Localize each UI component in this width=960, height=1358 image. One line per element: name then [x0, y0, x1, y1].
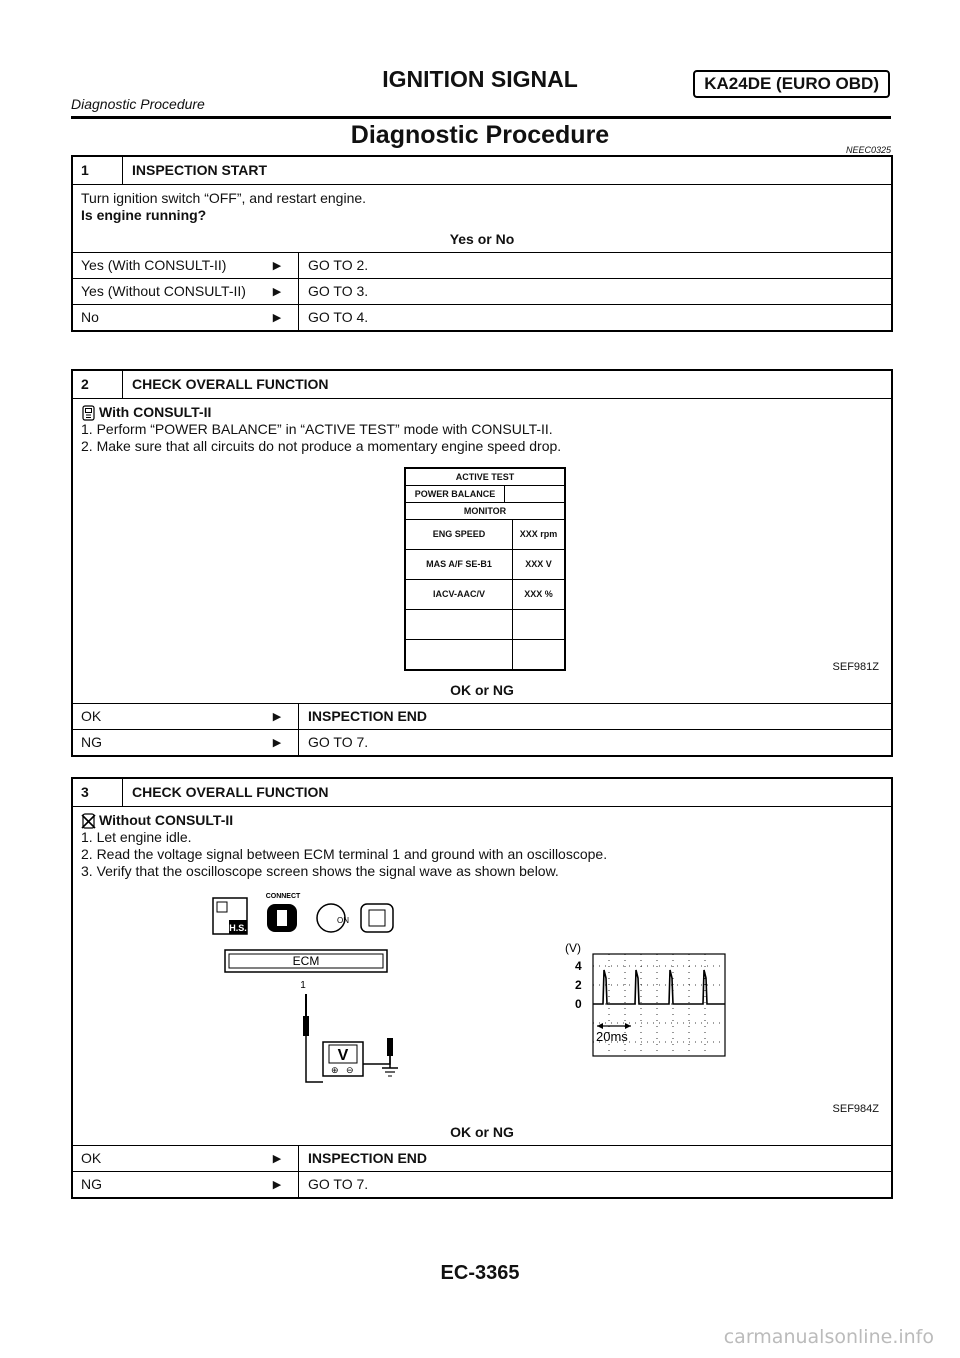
arrow-right-icon: ▶ [256, 730, 299, 755]
result-row [73, 278, 891, 304]
result-condition: Yes (With CONSULT-II) [81, 257, 227, 273]
consult-tool-icon [81, 405, 96, 421]
page-code: EC-3365 [440, 1262, 520, 1284]
scope-unit: (V) [565, 941, 581, 955]
scope-tick: 2 [575, 978, 582, 992]
mode-line [81, 812, 883, 829]
step-number: 2 [73, 371, 123, 398]
ignition-on-icon [317, 904, 349, 932]
result-action: GO TO 4. [308, 309, 369, 325]
no-consult-tool-icon [81, 813, 96, 829]
arrow-right-icon: ▶ [256, 305, 299, 330]
hs-connector-icon [213, 898, 247, 934]
result-action: INSPECTION END [308, 1150, 428, 1166]
watermark: carmanualsonline.info [723, 1326, 934, 1348]
active-test-screen [404, 467, 566, 671]
instruction-line: 2. Make sure that all circuits do not produce a momentary engine speed drop. [81, 438, 562, 454]
arrow-right-icon: ▶ [256, 1146, 299, 1171]
connect-icon [266, 893, 301, 932]
header-rule [71, 116, 891, 119]
result-row [73, 703, 891, 729]
signal-trace [593, 970, 725, 1004]
section-title: Diagnostic Procedure [350, 121, 610, 149]
result-action: GO TO 7. [308, 734, 369, 750]
monitor-name: IACV-AAC/V [406, 580, 513, 609]
question: Is engine running? [81, 207, 207, 223]
result-condition: NG [81, 1176, 102, 1192]
plus-terminal-icon: ⊕ [331, 1065, 339, 1075]
result-action: GO TO 3. [308, 283, 369, 299]
monitor-row [406, 580, 564, 610]
monitor-value: XXX V [525, 559, 552, 569]
hs-label: H.S. [229, 923, 247, 933]
step-3-body [73, 807, 891, 1115]
monitor-name: MAS A/F SE-B1 [406, 550, 513, 579]
mode-label: Without CONSULT-II [99, 812, 234, 828]
ecm-wiring-diagram [205, 890, 425, 1090]
page-header-subtitle: Diagnostic Procedure [71, 96, 205, 112]
result-prompt: OK or NG [450, 682, 514, 698]
page-header-title: IGNITION SIGNAL [382, 66, 578, 92]
step-number: 1 [73, 157, 123, 184]
mode-line [81, 404, 883, 421]
oscilloscope-waveform [563, 940, 733, 1060]
monitor-row-empty [406, 610, 564, 640]
arrow-right-icon: ▶ [256, 279, 299, 304]
arrow-right-icon: ▶ [256, 704, 299, 729]
result-prompt: Yes or No [449, 231, 515, 247]
screen-monitor-label: MONITOR [463, 505, 507, 516]
result-action: GO TO 2. [308, 257, 369, 273]
minus-terminal-icon: ⊖ [346, 1065, 354, 1075]
terminal-label: 1 [300, 980, 306, 991]
connect-label: CONNECT [265, 893, 301, 900]
step-title: INSPECTION START [132, 162, 268, 178]
result-prompt: OK or NG [450, 1124, 514, 1140]
monitor-name: ENG SPEED [406, 520, 513, 549]
step-3-header [73, 779, 891, 807]
result-condition: OK [81, 1150, 102, 1166]
result-row [73, 729, 891, 755]
section-ref-code: NEEC0325 [845, 145, 891, 155]
screen-title: ACTIVE TEST [455, 471, 515, 482]
step-number: 3 [73, 779, 123, 806]
result-condition: No [81, 309, 99, 325]
ecm-label: ECM [292, 954, 320, 968]
result-condition: Yes (Without CONSULT-II) [81, 283, 246, 299]
result-condition: OK [81, 708, 102, 724]
monitor-row [406, 520, 564, 550]
result-row [73, 1145, 891, 1171]
screen-item: POWER BALANCE [406, 486, 505, 502]
monitor-row-empty [406, 640, 564, 669]
step-1-body [73, 185, 891, 224]
engine-badge: KA24DE (EURO OBD) [693, 70, 890, 98]
result-action: GO TO 7. [308, 1176, 369, 1192]
monitor-value: XXX % [524, 589, 553, 599]
meter-label: V [337, 1047, 349, 1064]
step-2-box [71, 369, 893, 757]
step-3-box [71, 777, 893, 1199]
step-1-box [71, 155, 893, 332]
instruction-line: 3. Verify that the oscilloscope screen shows the signal wave as shown below. [81, 863, 559, 879]
instruction-line: 1. Let engine idle. [81, 829, 192, 845]
arrow-right-icon: ▶ [256, 253, 299, 278]
instruction-line: 1. Perform “POWER BALANCE” in “ACTIVE TEST” mode with CONSULT-II. [81, 421, 553, 437]
monitor-row [406, 550, 564, 580]
result-row [73, 1171, 891, 1197]
instruction-line: Turn ignition switch “OFF”, and restart engine. [81, 190, 367, 206]
figure-code: SEF981Z [832, 661, 879, 673]
step-1-header [73, 157, 891, 185]
step-2-header [73, 371, 891, 399]
scope-time-label: 20ms [596, 1029, 628, 1044]
step-title: CHECK OVERALL FUNCTION [132, 376, 329, 392]
instruction-line: 2. Read the voltage signal between ECM terminal 1 and ground with an oscilloscope. [81, 846, 608, 862]
step-title: CHECK OVERALL FUNCTION [132, 784, 329, 800]
mode-label: With CONSULT-II [99, 404, 212, 420]
figure-code: SEF984Z [832, 1103, 879, 1115]
step-2-body [73, 399, 891, 673]
scope-tick: 0 [575, 997, 582, 1011]
scope-tick: 4 [575, 959, 582, 973]
result-row [73, 252, 891, 278]
on-label: ON [337, 916, 349, 925]
engine-connector-icon [361, 904, 393, 932]
monitor-value: XXX rpm [519, 529, 558, 539]
result-action: INSPECTION END [308, 708, 428, 724]
result-condition: NG [81, 734, 102, 750]
arrow-right-icon: ▶ [256, 1172, 299, 1197]
result-row [73, 304, 891, 330]
